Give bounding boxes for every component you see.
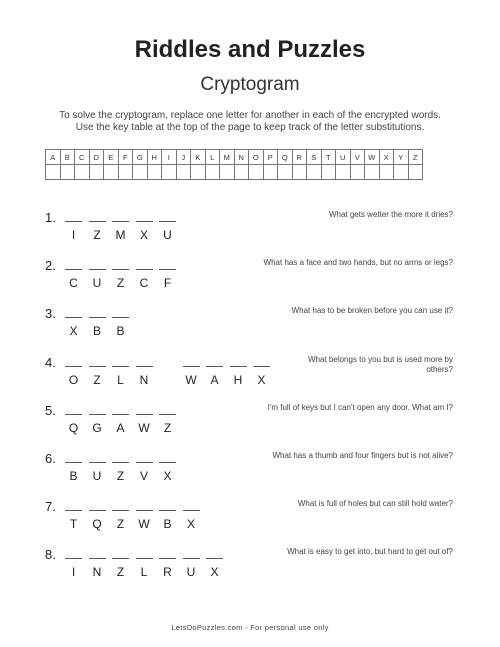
puzzle-clue: What is full of holes but can still hold water? (297, 499, 453, 508)
answer-blank-line[interactable] (159, 454, 176, 463)
letter-slot[interactable] (136, 261, 153, 290)
answer-blank-line[interactable] (136, 502, 153, 511)
cipher-letter: Z (163, 421, 172, 435)
cipher-letter: F (163, 276, 172, 290)
key-answer-cell[interactable] (263, 165, 278, 180)
key-letter-cell: H (147, 150, 162, 165)
answer-blank-line[interactable] (112, 261, 129, 270)
answer-blank-line[interactable] (136, 358, 153, 367)
answer-blank-line[interactable] (159, 550, 176, 559)
answer-blank-line[interactable] (65, 358, 82, 367)
letter-slot[interactable] (136, 358, 153, 387)
puzzle-row (45, 499, 460, 539)
cipher-letter: Z (116, 469, 125, 483)
cipher-letter: W (185, 373, 197, 387)
letter-slot[interactable] (136, 502, 153, 531)
answer-blank-line[interactable] (112, 502, 129, 511)
answer-blank-line[interactable] (65, 261, 82, 270)
key-answer-cell[interactable] (89, 165, 104, 180)
puzzle-row (45, 306, 460, 346)
instructions-line-1: To solve the cryptogram, replace one letter for another in each of the encrypted words. (59, 110, 441, 121)
puzzle-clue: I'm full of keys but I can't open any door. What am I? (267, 403, 453, 412)
key-answer-cell[interactable] (394, 165, 409, 180)
answer-blank-line[interactable] (159, 261, 176, 270)
cipher-letter: U (163, 228, 172, 242)
cipher-letter: W (138, 517, 150, 531)
key-answer-cell[interactable] (350, 165, 365, 180)
answer-blank-line[interactable] (65, 502, 82, 511)
cipher-letter: U (92, 276, 102, 290)
cipher-letter: H (233, 373, 243, 387)
cipher-letter: B (163, 517, 172, 531)
cipher-letter: X (69, 324, 78, 338)
answer-blank-line[interactable] (183, 550, 200, 559)
key-letter-cell: D (89, 150, 104, 165)
cipher-letter: Z (116, 565, 125, 579)
key-letter-cell: J (176, 150, 191, 165)
puzzle-row (45, 258, 460, 298)
key-answer-cell[interactable] (321, 165, 336, 180)
puzzle-cipher-text (65, 550, 230, 586)
key-answer-cell[interactable] (278, 165, 293, 180)
puzzle-clue: What has a face and two hands, but no arms or legs? (263, 258, 453, 267)
letter-slot[interactable] (112, 550, 129, 579)
cipher-letter: I (71, 228, 76, 242)
answer-blank-line[interactable] (159, 213, 176, 222)
key-letter-cell: V (350, 150, 365, 165)
puzzle-clue: What belongs to you but is used more by others? (308, 355, 453, 374)
letter-slot[interactable] (112, 309, 129, 338)
key-answer-cell[interactable] (379, 165, 394, 180)
key-answer-cell[interactable] (191, 165, 206, 180)
key-answer-cell[interactable] (307, 165, 322, 180)
key-answer-cell[interactable] (292, 165, 307, 180)
cipher-letter: Z (93, 373, 101, 387)
cipher-letter: Q (92, 517, 102, 531)
key-letter-cell: R (292, 150, 307, 165)
letter-slot[interactable] (89, 550, 106, 579)
puzzle-number: 1. (45, 210, 56, 225)
cipher-letter: Z (116, 517, 125, 531)
cipher-letter: U (92, 469, 102, 483)
cipher-letter: R (163, 565, 172, 579)
answer-blank-line[interactable] (89, 406, 106, 415)
cipher-letter: M (115, 228, 126, 242)
cipher-letter: V (139, 469, 148, 483)
puzzle-row (45, 355, 460, 395)
answer-blank-line[interactable] (183, 502, 200, 511)
answer-blank-line[interactable] (159, 406, 176, 415)
letter-slot[interactable] (65, 550, 82, 579)
answer-blank-line[interactable] (112, 454, 129, 463)
cipher-letter: Z (93, 228, 101, 242)
cipher-letter: L (140, 565, 148, 579)
letter-slot[interactable] (112, 454, 129, 483)
puzzle-cipher-text (65, 406, 183, 442)
puzzle-number: 6. (45, 451, 56, 466)
key-letter-cell: Q (278, 150, 293, 165)
puzzle-cipher-text (65, 358, 277, 394)
letter-slot[interactable] (183, 358, 200, 387)
cipher-letter: A (210, 373, 219, 387)
puzzle-number: 7. (45, 499, 56, 514)
letter-slot[interactable] (136, 406, 153, 435)
letter-slot[interactable] (65, 261, 82, 290)
key-answer-cell[interactable] (408, 165, 423, 180)
cipher-letter: X (210, 565, 219, 579)
puzzle-row (45, 403, 460, 443)
key-letter-cell: K (191, 150, 206, 165)
letter-slot[interactable] (112, 261, 129, 290)
answer-blank-line[interactable] (136, 213, 153, 222)
letter-slot[interactable] (136, 213, 153, 242)
letter-slot[interactable] (89, 309, 106, 338)
cipher-letter: Q (68, 421, 79, 435)
letter-slot[interactable] (89, 454, 106, 483)
answer-blank-line[interactable] (89, 358, 106, 367)
key-answer-cell[interactable] (60, 165, 75, 180)
answer-blank-line[interactable] (65, 454, 82, 463)
key-letter-cell: M (220, 150, 235, 165)
letter-slot[interactable] (253, 358, 270, 387)
answer-blank-line[interactable] (112, 406, 129, 415)
puzzle-cipher-text (65, 213, 183, 249)
page-subtitle: Cryptogram (200, 74, 300, 95)
cipher-letter: B (116, 324, 125, 338)
key-answer-cell[interactable] (75, 165, 90, 180)
puzzle-row (45, 547, 460, 587)
answer-blank-line[interactable] (136, 454, 153, 463)
letter-slot[interactable] (159, 213, 176, 242)
key-letter-cell: U (336, 150, 351, 165)
puzzle-clue: What is easy to get into, but hard to get out of? (287, 547, 453, 556)
puzzle-number: 3. (45, 306, 56, 321)
answer-blank-line[interactable] (253, 358, 270, 367)
answer-blank-line[interactable] (206, 550, 223, 559)
answer-blank-line[interactable] (183, 358, 200, 367)
cipher-letter: U (186, 565, 196, 579)
letter-slot[interactable] (89, 502, 106, 531)
key-answer-cell[interactable] (133, 165, 148, 180)
key-letter-cell: L (205, 150, 220, 165)
key-answer-cell[interactable] (147, 165, 162, 180)
letter-slot[interactable] (112, 213, 129, 242)
key-letter-cell: I (162, 150, 177, 165)
letter-slot[interactable] (183, 550, 200, 579)
puzzle-cipher-text (65, 502, 206, 538)
puzzle-cipher-text (65, 454, 183, 490)
answer-blank-line[interactable] (89, 502, 106, 511)
key-table-answer-row (46, 165, 423, 180)
key-letter-cell: F (118, 150, 133, 165)
letter-slot[interactable] (112, 502, 129, 531)
key-letter-cell: Y (394, 150, 409, 165)
cipher-letter: O (68, 373, 79, 387)
puzzle-row (45, 451, 460, 491)
puzzle-number: 8. (45, 547, 56, 562)
letter-slot[interactable] (206, 358, 223, 387)
key-answer-cell[interactable] (336, 165, 351, 180)
letter-slot[interactable] (230, 358, 247, 387)
letter-slot[interactable] (159, 502, 176, 531)
letter-slot[interactable] (159, 550, 176, 579)
letter-slot[interactable] (65, 502, 82, 531)
key-letter-cell: B (60, 150, 75, 165)
key-table (45, 149, 423, 180)
letter-slot[interactable] (136, 550, 153, 579)
answer-blank-line[interactable] (136, 550, 153, 559)
key-letter-cell: T (321, 150, 336, 165)
letter-slot[interactable] (89, 406, 106, 435)
cipher-letter: X (257, 373, 266, 387)
answer-blank-line[interactable] (65, 406, 82, 415)
letter-slot[interactable] (65, 406, 82, 435)
cipher-letter: C (139, 276, 149, 290)
answer-blank-line[interactable] (230, 358, 247, 367)
key-table-letter-row (46, 150, 423, 165)
cipher-letter: B (92, 324, 101, 338)
key-answer-cell[interactable] (176, 165, 191, 180)
cipher-letter: L (117, 373, 124, 387)
puzzle-cipher-text (65, 309, 136, 345)
letter-slot[interactable] (89, 213, 106, 242)
cipher-letter: N (92, 565, 102, 579)
letter-slot[interactable] (65, 454, 82, 483)
answer-blank-line[interactable] (89, 454, 106, 463)
key-letter-cell: Z (408, 150, 423, 165)
footer-text: LetsDoPuzzles.com - For personal use only (171, 623, 329, 632)
letter-slot[interactable] (89, 358, 106, 387)
cipher-letter: N (139, 373, 149, 387)
key-answer-cell[interactable] (162, 165, 177, 180)
key-answer-cell[interactable] (46, 165, 61, 180)
key-letter-cell: S (307, 150, 322, 165)
cipher-letter: Z (116, 276, 125, 290)
letter-slot[interactable] (65, 358, 82, 387)
puzzle-clue: What has a thumb and four fingers but is not alive? (272, 451, 453, 460)
key-letter-cell: A (46, 150, 61, 165)
key-answer-cell[interactable] (220, 165, 235, 180)
answer-blank-line[interactable] (112, 550, 129, 559)
puzzle-cipher-text (65, 261, 183, 297)
letter-slot[interactable] (136, 454, 153, 483)
puzzle-clue: What has to be broken before you can use it? (291, 306, 453, 315)
cipher-letter: X (163, 469, 172, 483)
answer-blank-line[interactable] (65, 550, 82, 559)
answer-blank-line[interactable] (112, 358, 129, 367)
letter-slot[interactable] (89, 261, 106, 290)
answer-blank-line[interactable] (206, 358, 223, 367)
answer-blank-line[interactable] (89, 213, 106, 222)
puzzle-clue: What gets wetter the more it dries? (328, 210, 453, 219)
answer-blank-line[interactable] (89, 309, 106, 318)
key-letter-cell: E (104, 150, 119, 165)
cipher-letter: I (71, 565, 76, 579)
answer-blank-line[interactable] (65, 213, 82, 222)
key-answer-cell[interactable] (234, 165, 249, 180)
letter-slot[interactable] (183, 502, 200, 531)
key-letter-cell: G (133, 150, 148, 165)
letter-slot[interactable] (206, 550, 223, 579)
letter-slot[interactable] (65, 213, 82, 242)
cipher-letter: X (186, 517, 195, 531)
cipher-letter: C (69, 276, 78, 290)
letter-slot[interactable] (65, 309, 82, 338)
cipher-letter: G (92, 421, 102, 435)
cipher-letter: B (69, 469, 78, 483)
answer-blank-line[interactable] (112, 309, 129, 318)
key-answer-cell[interactable] (365, 165, 380, 180)
key-letter-cell: X (379, 150, 394, 165)
key-letter-cell: O (249, 150, 264, 165)
cipher-letter: A (116, 421, 125, 435)
key-letter-cell: P (263, 150, 278, 165)
puzzle-number: 5. (45, 403, 56, 418)
key-answer-cell[interactable] (249, 165, 264, 180)
instructions-line-2: Use the key table at the top of the page to keep track of the letter substitutions. (75, 122, 425, 133)
puzzle-number: 2. (45, 258, 56, 273)
answer-blank-line[interactable] (89, 261, 106, 270)
answer-blank-line[interactable] (136, 406, 153, 415)
key-letter-cell: N (234, 150, 249, 165)
key-answer-cell[interactable] (118, 165, 133, 180)
answer-blank-line[interactable] (159, 502, 176, 511)
answer-blank-line[interactable] (112, 213, 129, 222)
page-title: Riddles and Puzzles (134, 36, 366, 63)
letter-slot[interactable] (159, 261, 176, 290)
answer-blank-line[interactable] (89, 550, 106, 559)
key-answer-cell[interactable] (104, 165, 119, 180)
letter-slot[interactable] (112, 406, 129, 435)
cipher-letter: T (69, 517, 78, 531)
key-letter-cell: C (75, 150, 90, 165)
letter-slot[interactable] (159, 454, 176, 483)
letter-slot[interactable] (112, 358, 129, 387)
key-letter-cell: W (365, 150, 380, 165)
cipher-letter: W (138, 421, 150, 435)
answer-blank-line[interactable] (136, 261, 153, 270)
key-answer-cell[interactable] (205, 165, 220, 180)
letter-slot[interactable] (159, 406, 176, 435)
puzzle-number: 4. (45, 355, 56, 370)
answer-blank-line[interactable] (65, 309, 82, 318)
cipher-letter: X (139, 228, 148, 242)
puzzle-row (45, 210, 460, 250)
